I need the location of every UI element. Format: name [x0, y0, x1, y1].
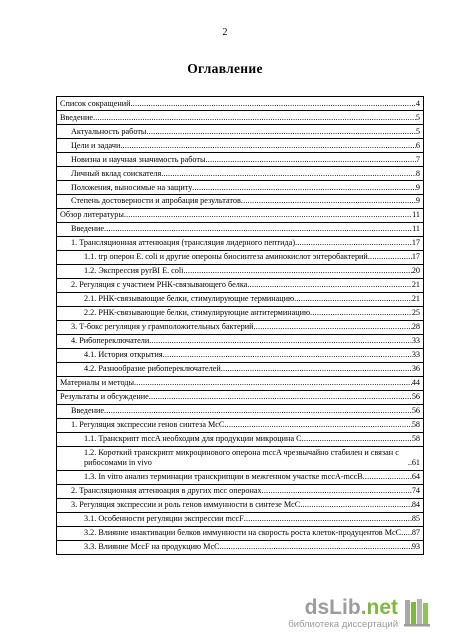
toc-entry-title: Новизна и научная значимость работы: [71, 154, 206, 164]
toc-entry-title: 3. Регуляция экспрессии и роль генов иммунности в синтезе McC: [71, 500, 301, 510]
toc-entry-title: 1.2. Экспрессия pyrBI E. coli: [84, 266, 184, 276]
toc-entry[interactable]: [57, 377, 423, 391]
toc-entry[interactable]: [57, 391, 423, 405]
toc-entry-title: 3.1. Особенности регуляции экспрессии mccF: [84, 514, 244, 524]
toc-entry-title: 1. Регуляция экспрессии генов синтеза McC: [71, 420, 225, 430]
watermark-logo: [288, 597, 398, 619]
toc-entry-page: 64: [411, 472, 420, 482]
toc-entry-page: 58: [411, 434, 420, 444]
toc-leader-dots: [241, 196, 416, 206]
toc-entry-title: 3.2. Влияние инактивации белков иммунности на скорость роста клеток-продуцентов McC: [84, 528, 402, 538]
toc-entry-page: 87: [411, 528, 420, 538]
toc-leader-dots: [146, 127, 416, 137]
toc-leader-dots: [224, 420, 411, 430]
toc-entry[interactable]: [57, 293, 423, 307]
toc-entry-title: 2. Регуляция с участием РНК-связывающего белка: [71, 280, 248, 290]
toc-entry-page: 20: [411, 266, 420, 276]
toc-entry-title: 4.2. Разнообразие рибопереключателей: [84, 364, 221, 374]
toc-entry-page: 21: [411, 294, 420, 304]
toc-entry-title: 1.1. Транскрипт mccA необходим для продукции микроцина C: [84, 434, 302, 444]
toc-entry-title: Введение: [60, 112, 94, 122]
toc-entry-title: 1.2. Короткий транскрипт микроцинового оперона mccA чрезвычайно стабилен и связан с рибосомами in vivo: [84, 448, 399, 468]
toc-leader-dots: [149, 392, 412, 402]
toc-entry-page: 56: [411, 392, 420, 402]
toc-entry-page: 11: [412, 210, 420, 220]
toc-leader-dots: [220, 542, 412, 552]
toc-entry[interactable]: [57, 237, 423, 251]
toc-entry-title: Цели и задачи: [71, 140, 121, 150]
toc-entry[interactable]: [57, 527, 423, 541]
toc-entry-page: 85: [411, 514, 420, 524]
toc-leader-dots: [247, 280, 411, 290]
toc-leader-dots: [302, 434, 412, 444]
toc-leader-dots: [192, 183, 416, 193]
toc-entry-title: 4.1. История открытия: [84, 350, 163, 360]
toc-entry-page: 8: [415, 168, 420, 178]
toc-entry[interactable]: [57, 209, 423, 223]
toc-entry-page: 93: [411, 542, 420, 552]
toc-leader-dots: [408, 458, 412, 468]
toc-entry[interactable]: [57, 181, 423, 195]
toc-entry-title: 4. Рибопереключатели: [71, 336, 150, 346]
toc-entry-title: Актуальность работы: [71, 126, 147, 136]
toc-entry-title: 1. Трансляционная аттенюация (трансляция лидерного пептида): [71, 238, 296, 248]
watermark[interactable]: [288, 596, 436, 630]
toc-entry-page: 6: [415, 140, 420, 150]
toc-leader-dots: [183, 266, 411, 276]
toc-entry-page: 84: [411, 500, 420, 510]
logo-main: dsLib: [304, 595, 361, 619]
toc-entry-title: Список сокращений: [60, 98, 131, 108]
toc-entry[interactable]: [57, 153, 423, 167]
logo-tld: .net: [360, 595, 398, 619]
toc-entry-page: 17: [411, 252, 420, 262]
toc-entry-page: 33: [411, 336, 420, 346]
toc-entry-page: 58: [411, 420, 420, 430]
toc-entry[interactable]: [57, 97, 423, 111]
toc-entry-title: 3. Т-бокс регуляция у грамположительных бактерий: [71, 322, 254, 332]
toc-leader-dots: [262, 486, 412, 496]
toc-entry[interactable]: [57, 419, 423, 433]
toc-entry[interactable]: [57, 265, 423, 279]
toc-leader-dots: [131, 99, 416, 109]
toc-leader-dots: [104, 406, 412, 416]
toc-entry-title: Введение: [71, 406, 105, 416]
toc-entry[interactable]: [57, 349, 423, 363]
toc-leader-dots: [163, 350, 412, 360]
toc-entry-page: 28: [411, 322, 420, 332]
toc-leader-dots: [363, 472, 412, 482]
toc-entry-page: 44: [411, 378, 420, 388]
toc-entry[interactable]: [57, 513, 423, 527]
toc-leader-dots: [93, 113, 416, 123]
toc-table: [56, 96, 424, 555]
toc-leader-dots: [205, 155, 415, 165]
toc-leader-dots: [253, 322, 411, 332]
toc-entry[interactable]: [57, 321, 423, 335]
toc-leader-dots: [244, 514, 412, 524]
toc-entry[interactable]: [57, 335, 423, 349]
toc-leader-dots: [124, 210, 412, 220]
toc-entry-title: 3.3. Влияние MccF на продукцию McC: [84, 542, 220, 552]
page-title: Оглавление: [187, 61, 263, 76]
toc-entry-page: 33: [411, 350, 420, 360]
toc-entry-title: Введение: [71, 224, 105, 234]
toc-entry-page: 61: [411, 458, 420, 468]
toc-entry[interactable]: [57, 471, 423, 485]
toc-leader-dots: [120, 141, 416, 151]
toc-entry[interactable]: [57, 251, 423, 265]
toc-entry[interactable]: [57, 307, 423, 321]
page-number: 2: [222, 27, 228, 38]
watermark-text: [288, 597, 398, 630]
toc-entry-title: Материалы и методы: [60, 378, 134, 388]
toc-entry-page: 56: [411, 406, 420, 416]
toc-entry-title: Степень достоверности и апробация результатов: [71, 196, 241, 206]
toc-entry-page: 74: [411, 486, 420, 496]
toc-entry[interactable]: [57, 433, 423, 447]
toc-entry[interactable]: [57, 363, 423, 377]
toc-entry-page: 4: [415, 98, 420, 108]
toc-entry-page: 17: [411, 238, 420, 248]
toc-entry-page: 21: [411, 280, 420, 290]
toc-entry-title: 1.3. In vitro анализ терминации транскрипции в межгенном участке mccA-mccB: [84, 472, 363, 482]
toc-entry-page: 11: [412, 224, 420, 234]
toc-entry-title: 1.1. trp оперон E. coli и другие опероны биосинтеза аминокислот энтеробактерий: [84, 252, 368, 262]
toc-entry[interactable]: [57, 541, 423, 555]
toc-entry[interactable]: [57, 139, 423, 153]
toc-entry-page: 9: [415, 196, 420, 206]
toc-entry-page: 7: [415, 154, 420, 164]
toc-entry-page: 5: [415, 112, 420, 122]
toc-entry[interactable]: [57, 167, 423, 181]
toc-entry[interactable]: [57, 447, 423, 471]
toc-entry-title: 2.2. РНК-связывающие белки, стимулирующие антитерминацию: [84, 308, 311, 318]
toc-entry-title: 2. Трансляционная аттенюация в других mcc оперонах: [71, 486, 262, 496]
toc-entry-page: 36: [411, 364, 420, 374]
toc-entry-page: 25: [411, 308, 420, 318]
toc-entry-title: Личный вклад соискателя: [71, 168, 162, 178]
toc-leader-dots: [310, 308, 412, 318]
toc-entry-title: Результаты и обсуждение: [60, 392, 149, 402]
toc-leader-dots: [294, 294, 412, 304]
toc-entry-title: 2.1. РНК-связывающие белки, стимулирующие терминацию: [84, 294, 295, 304]
toc-entry[interactable]: [57, 125, 423, 139]
toc-entry[interactable]: [57, 485, 423, 499]
toc-entry-title: Положения, выносимые на защиту: [71, 182, 193, 192]
toc-leader-dots: [104, 224, 412, 234]
toc-leader-dots: [161, 169, 416, 179]
toc-leader-dots: [295, 238, 412, 248]
toc-leader-dots: [368, 252, 412, 262]
toc-leader-dots: [300, 500, 412, 510]
toc-entry[interactable]: [57, 195, 423, 209]
toc-entry[interactable]: [57, 223, 423, 237]
toc-entry-title: Обзор литературы: [60, 210, 124, 220]
toc-entry[interactable]: [57, 279, 423, 293]
toc-leader-dots: [149, 336, 412, 346]
toc-leader-dots: [134, 378, 412, 388]
toc-entry[interactable]: [57, 499, 423, 513]
toc-leader-dots: [221, 364, 412, 374]
toc-entry[interactable]: [57, 111, 423, 125]
toc-leader-dots: [401, 528, 412, 538]
toc-entry-page: 9: [415, 182, 420, 192]
bookshelf-icon: [402, 596, 436, 630]
watermark-subtitle: библиотека диссертаций: [288, 618, 398, 630]
toc-entry[interactable]: [57, 405, 423, 419]
toc-entry-page: 5: [415, 126, 420, 136]
